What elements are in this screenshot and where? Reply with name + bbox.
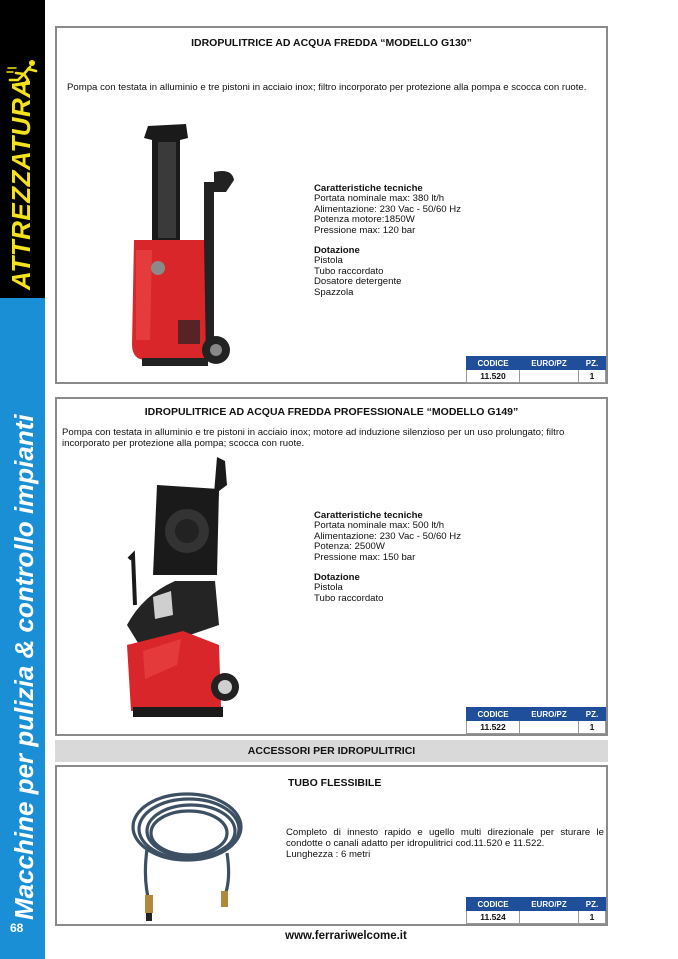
category-label: ATTREZZATURA (6, 78, 36, 290)
spec-line: Potenza motore:1850W (314, 214, 415, 226)
header-pz: PZ. (579, 357, 606, 370)
header-euro: EURO/PZ (520, 708, 579, 721)
pressure-washer-g149-image (123, 455, 247, 721)
equipment-line: Tubo raccordato (314, 265, 384, 277)
specs-heading: Caratteristiche tecniche (314, 183, 423, 194)
price-table-11520 (466, 356, 606, 383)
spec-line: Alimentazione: 230 Vac - 50/60 Hz (314, 530, 462, 542)
spec-line: Portata nominale max: 500 lt/h (314, 520, 445, 532)
cell-euro (520, 911, 579, 924)
page-number: 68 (10, 921, 24, 935)
product-title: IDROPULITRICE AD ACQUA FREDDA “MODELLO G130” (191, 37, 472, 49)
equipment-heading: Dotazione (314, 572, 360, 584)
header-codice: CODICE (467, 357, 520, 370)
product-title: TUBO FLESSIBILE (288, 777, 382, 789)
product-description (286, 827, 604, 860)
accessories-header: ACCESSORI PER IDROPULITRICI (55, 740, 608, 762)
cell-codice: 11.524 (467, 911, 520, 924)
description-line: Lunghezza : 6 metri (286, 849, 371, 860)
product-title: IDROPULITRICE AD ACQUA FREDDA PROFESSIONALE “MODELLO G149” (144, 406, 519, 418)
header-euro: EURO/PZ (520, 357, 579, 370)
equipment-line: Pistola (314, 255, 343, 267)
sidebar (0, 0, 45, 959)
specs-block (314, 184, 461, 298)
description-line: Completo di innesto rapido e ugello multi direzionale per sturare le (286, 827, 604, 838)
equipment-line: Tubo raccordato (314, 592, 384, 604)
spec-line: Pressione max: 150 bar (314, 551, 416, 563)
price-table-11522 (466, 707, 606, 734)
header-euro: EURO/PZ (520, 898, 579, 911)
header-codice: CODICE (467, 898, 520, 911)
header-pz: PZ. (579, 708, 606, 721)
cell-codice: 11.520 (467, 370, 520, 383)
cell-pz: 1 (579, 721, 606, 734)
section-title: Macchine per pulizia & controllo impianti (9, 414, 39, 920)
spec-line: Alimentazione: 230 Vac - 50/60 Hz (314, 203, 462, 215)
product-card-g130 (55, 26, 608, 384)
footer-website-link[interactable]: www.ferrariwelcome.it (285, 930, 407, 942)
equipment-line: Dosatore detergente (314, 276, 402, 288)
header-codice: CODICE (467, 708, 520, 721)
description-line: condotte o canali adatto per idropulitrici cod.11.520 e 11.522. (286, 838, 545, 849)
product-description: Pompa con testata in alluminio e tre pistoni in acciaio inox; motore ad induzione silenzioso per un uso prolungato; filtro incorporato per protezione alla pompa; scocca con ruote. (62, 427, 565, 449)
cell-pz: 1 (579, 911, 606, 924)
equipment-heading: Dotazione (314, 245, 360, 257)
equipment-line: Pistola (314, 582, 343, 594)
product-description: Pompa con testata in alluminio e tre pistoni in acciaio inox; filtro incorporato per protezione alla pompa e scocca con ruote. (67, 82, 587, 93)
cell-codice: 11.522 (467, 721, 520, 734)
price-table-11524 (466, 897, 606, 924)
cell-euro (520, 370, 579, 383)
cell-pz: 1 (579, 370, 606, 383)
equipment-line: Spazzola (314, 286, 354, 298)
spec-line: Pressione max: 120 bar (314, 224, 416, 236)
cell-euro (520, 721, 579, 734)
hose-image (131, 783, 249, 923)
header-pz: PZ. (579, 898, 606, 911)
pressure-washer-g130-image (122, 120, 242, 368)
spec-line: Potenza: 2500W (314, 541, 385, 553)
specs-block (314, 511, 461, 604)
product-card-g149 (55, 397, 608, 736)
specs-heading: Caratteristiche tecniche (314, 510, 423, 521)
spec-line: Portata nominale max: 380 lt/h (314, 193, 445, 205)
